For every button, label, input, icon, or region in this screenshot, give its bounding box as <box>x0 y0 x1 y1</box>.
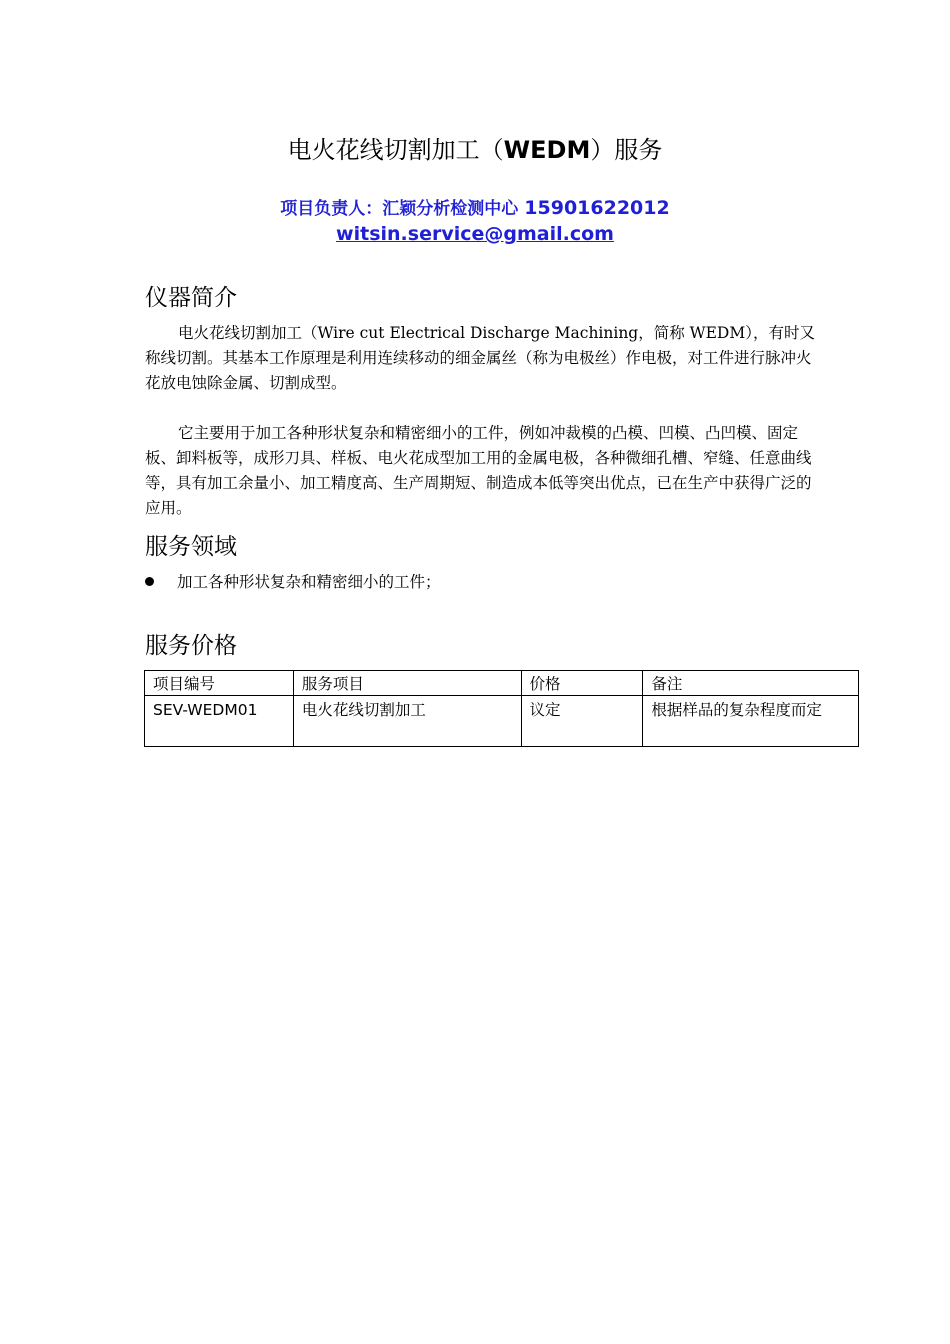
table-header-row <box>145 671 859 696</box>
list-item <box>145 570 441 595</box>
heading-fields: 服务领域 <box>145 534 237 560</box>
cell-price: 议定 <box>521 696 643 747</box>
title-prefix: 电火花线切割加工（ <box>287 136 504 164</box>
header-service: 服务项目 <box>293 671 521 696</box>
header-price: 价格 <box>521 671 643 696</box>
title-latin: WEDM <box>503 136 591 164</box>
header-remark: 备注 <box>643 671 859 696</box>
cell-remark: 根据样品的复杂程度而定 <box>643 696 859 747</box>
title-suffix: ）服务 <box>590 136 663 164</box>
contact-phone: 15901622012 <box>524 197 670 219</box>
heading-intro: 仪器简介 <box>145 285 237 311</box>
document-title <box>0 133 950 167</box>
list-item-text: 加工各种形状复杂和精密细小的工件； <box>177 573 441 591</box>
heading-price: 服务价格 <box>145 633 237 659</box>
contact-email-link[interactable]: witsin.service@gmail.com <box>336 223 614 245</box>
contact-block <box>0 196 950 247</box>
cell-item-code: SEV-WEDM01 <box>145 696 294 747</box>
intro-paragraph-2: 它主要用于加工各种形状复杂和精密细小的工件，例如冲裁模的凸模、凹模、凸凹模、固定板、卸料板等，成形刀具、样板、电火花成型加工用的金属电极，各种微细孔槽、窄缝、任意曲线等，具有加工余量小、加工精度高、生产周期短、制造成本低等突出优点，已在生产中获得广泛的应用。 <box>145 424 812 517</box>
cell-service: 电火花线切割加工 <box>293 696 521 747</box>
header-item-code: 项目编号 <box>145 671 294 696</box>
table-row <box>145 696 859 747</box>
intro-paragraph-1: 电火花线切割加工（Wire cut Electrical Discharge Machining，简称 WEDM），有时又称线切割。其基本工作原理是利用连续移动的细金属丝（称为电极丝）作电极，对工件进行脉冲火花放电蚀除金属、切割成型。 <box>145 324 815 392</box>
bullet-dot-icon <box>145 577 154 586</box>
contact-line <box>0 196 950 222</box>
contact-person: 项目负责人：汇颖分析检测中心 <box>280 199 519 219</box>
price-table <box>144 670 859 747</box>
